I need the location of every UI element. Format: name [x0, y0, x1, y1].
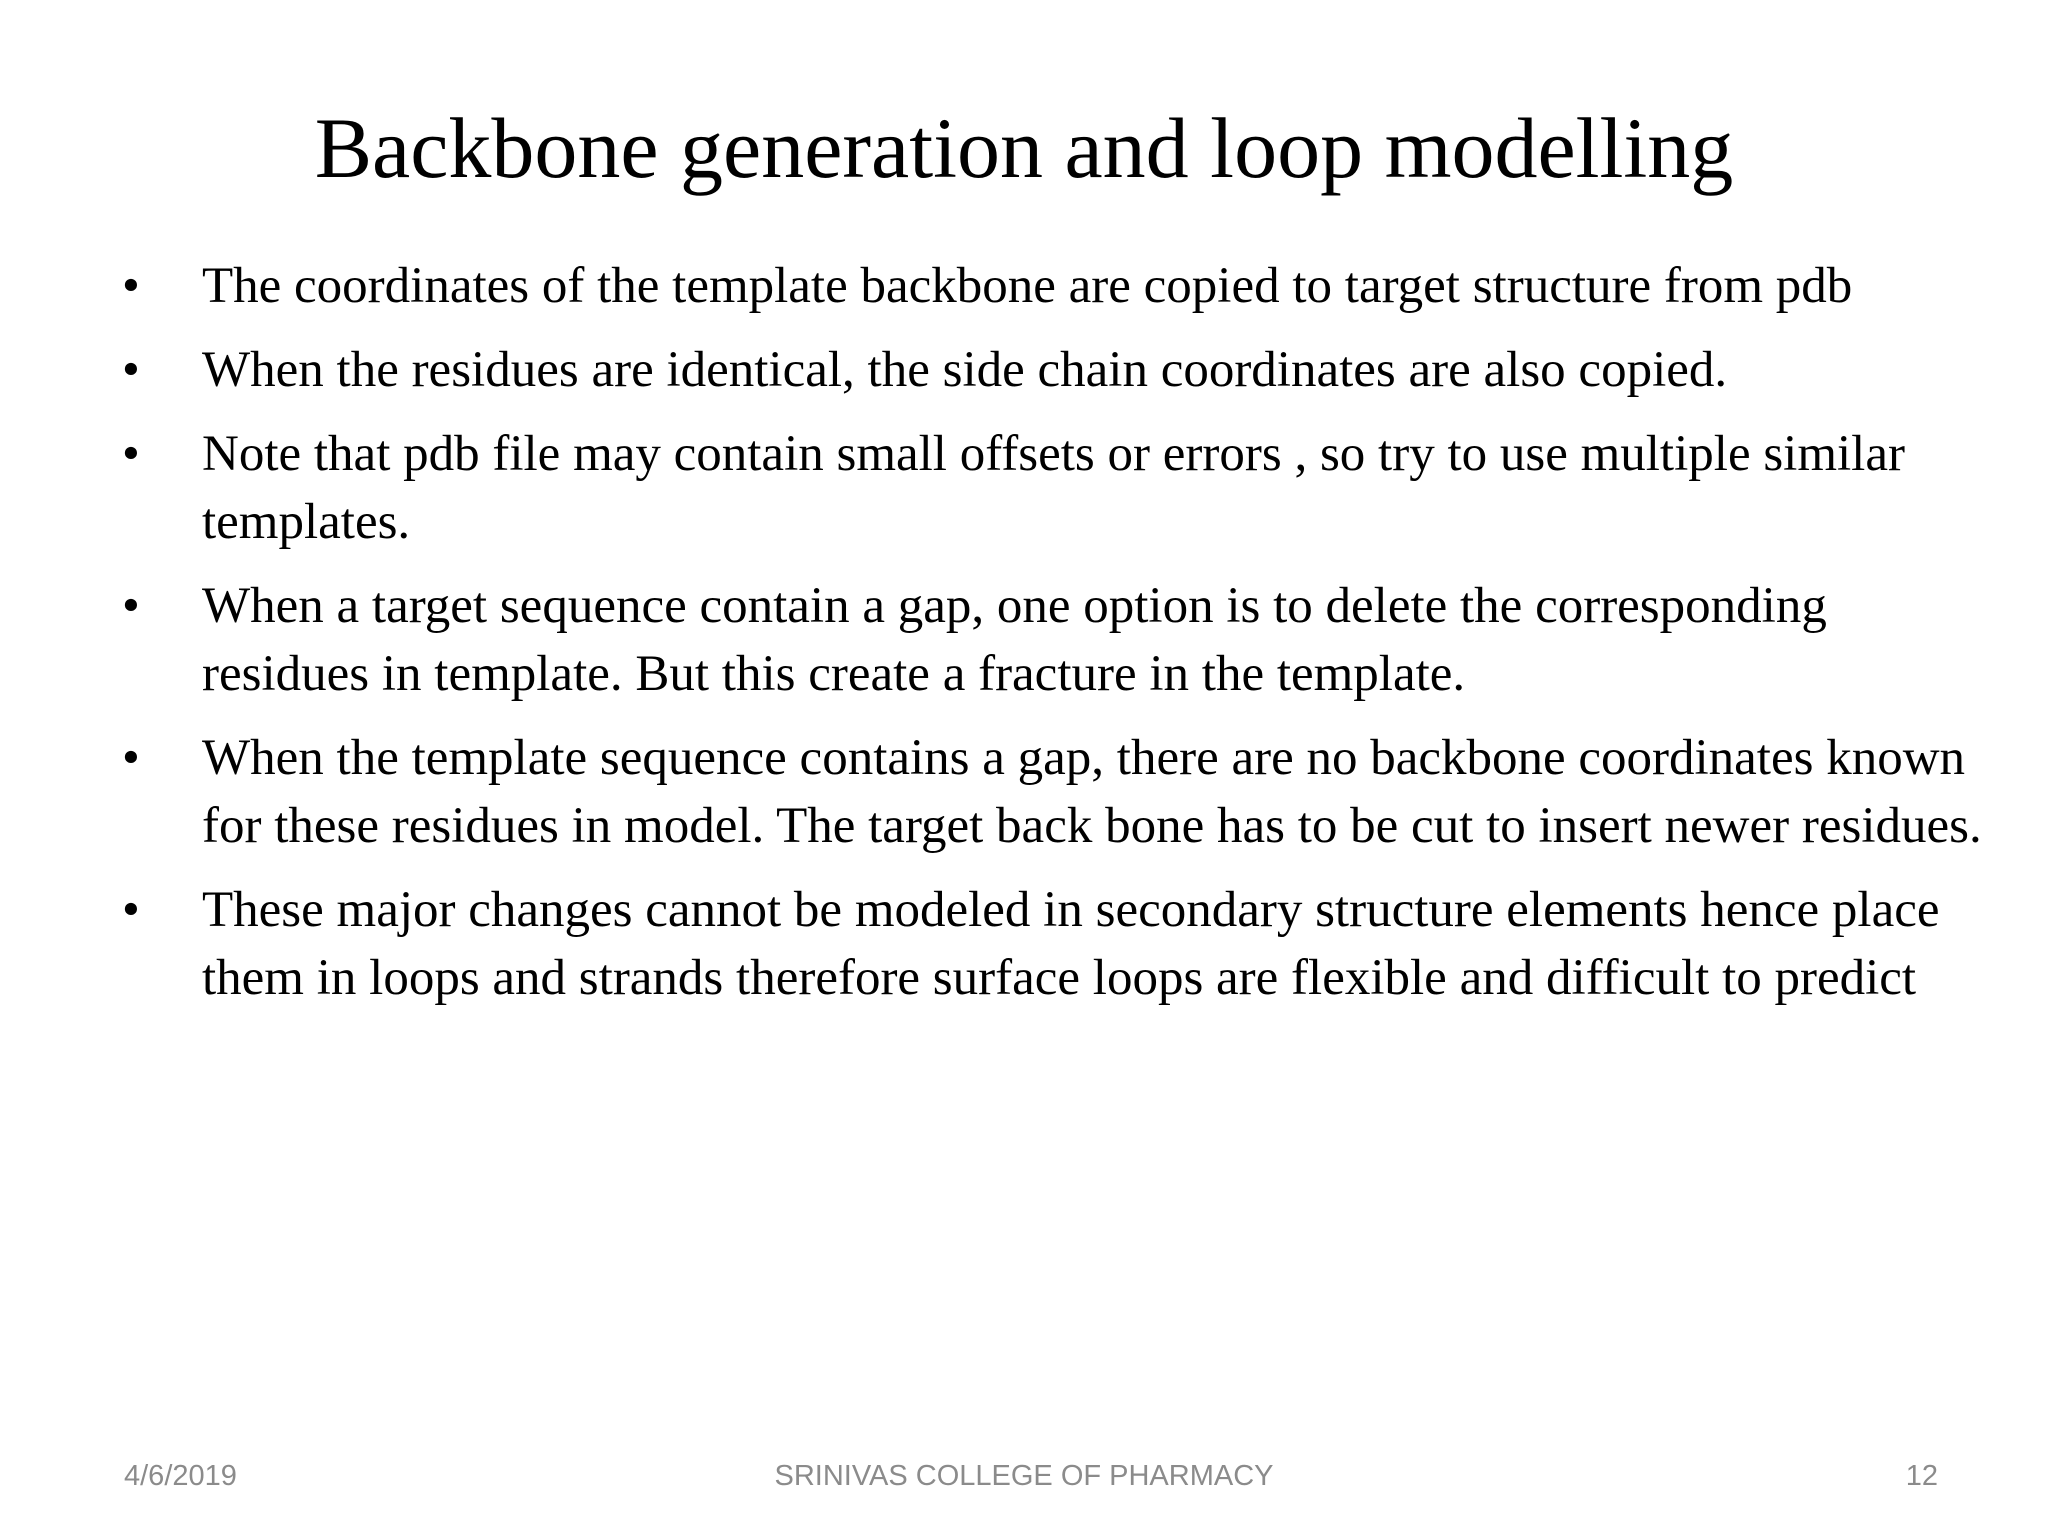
bullet-text: When the residues are identical, the side chain coordinates are also copied. [202, 342, 1728, 398]
bullet-item [120, 572, 2000, 708]
slide-title: Backbone generation and loop modelling [314, 100, 1734, 196]
bullet-text: When the template sequence contains a gap, there are no backbone coordinates known for these residues in model. The target back bone has to be cut to insert newer residues. [202, 730, 1982, 854]
bullet-item [120, 724, 2000, 860]
bullet-text: Note that pdb file may contain small offsets or errors , so try to use multiple similar templates. [202, 426, 1905, 550]
bullet-list [120, 252, 2000, 1028]
footer-page-number: 12 [1905, 1460, 1938, 1492]
bullet-text: These major changes cannot be modeled in secondary structure elements hence place them in loops and strands therefore surface loops are flexible and difficult to predict [202, 882, 1940, 1006]
bullet-text: When a target sequence contain a gap, one option is to delete the corresponding residues in template. But this create a fracture in the template. [202, 578, 1827, 702]
bullet-item [120, 876, 2000, 1012]
bullet-item [120, 336, 2000, 404]
bullet-dot: • [122, 578, 140, 634]
bullet-text: The coordinates of the template backbone are copied to target structure from pdb [202, 258, 1853, 314]
bullet-item [120, 420, 2000, 556]
footer-date: 4/6/2019 [124, 1460, 237, 1492]
bullet-dot: • [122, 258, 140, 314]
bullet-dot: • [122, 730, 140, 786]
footer-organization: SRINIVAS COLLEGE OF PHARMACY [774, 1460, 1274, 1492]
bullet-dot: • [122, 882, 140, 938]
bullet-item [120, 252, 2000, 320]
bullet-dot: • [122, 342, 140, 398]
bullet-dot: • [122, 426, 140, 482]
